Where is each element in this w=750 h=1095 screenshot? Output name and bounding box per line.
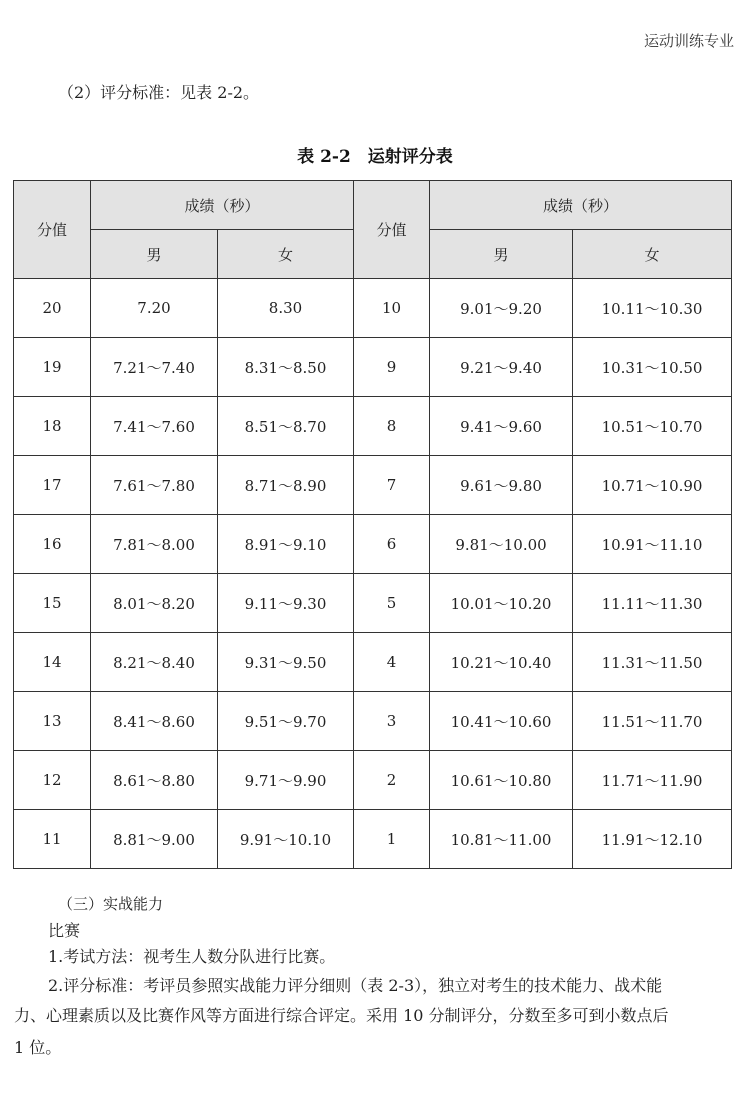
table-row bbox=[14, 338, 732, 397]
table-row bbox=[14, 515, 732, 574]
female-time-cell: 8.91～9.10 bbox=[218, 515, 354, 574]
header-male-left: 男 bbox=[91, 230, 218, 279]
female-time-cell: 11.11～11.30 bbox=[573, 574, 732, 633]
table-row bbox=[14, 397, 732, 456]
male-time-cell: 9.01～9.20 bbox=[430, 279, 573, 338]
female-time-cell: 8.71～8.90 bbox=[218, 456, 354, 515]
male-time-cell: 8.41～8.60 bbox=[91, 692, 218, 751]
female-time-cell: 11.31～11.50 bbox=[573, 633, 732, 692]
male-time-cell: 8.21～8.40 bbox=[91, 633, 218, 692]
female-time-cell: 9.91～10.10 bbox=[218, 810, 354, 869]
female-time-cell: 9.71～9.90 bbox=[218, 751, 354, 810]
female-time-cell: 8.30 bbox=[218, 279, 354, 338]
table-row bbox=[14, 574, 732, 633]
male-time-cell: 10.81～11.00 bbox=[430, 810, 573, 869]
male-time-cell: 8.81～9.00 bbox=[91, 810, 218, 869]
male-time-cell: 7.20 bbox=[91, 279, 218, 338]
score-cell: 11 bbox=[14, 810, 91, 869]
male-time-cell: 7.41～7.60 bbox=[91, 397, 218, 456]
score-cell: 6 bbox=[354, 515, 430, 574]
score-cell: 13 bbox=[14, 692, 91, 751]
score-cell: 7 bbox=[354, 456, 430, 515]
score-cell: 8 bbox=[354, 397, 430, 456]
male-time-cell: 10.41～10.60 bbox=[430, 692, 573, 751]
male-time-cell: 7.21～7.40 bbox=[91, 338, 218, 397]
score-cell: 3 bbox=[354, 692, 430, 751]
running-header: 运动训练专业 bbox=[643, 32, 734, 50]
female-time-cell: 10.71～10.90 bbox=[573, 456, 732, 515]
scoring-paragraph-line-1: 2.评分标准：考评员参照实战能力评分细则（表 2-3），独立对考生的技术能力、战术能 bbox=[48, 976, 663, 995]
score-cell: 10 bbox=[354, 279, 430, 338]
header-result-right: 成绩（秒） bbox=[430, 181, 732, 230]
female-time-cell: 10.91～11.10 bbox=[573, 515, 732, 574]
score-cell: 1 bbox=[354, 810, 430, 869]
table-row bbox=[14, 751, 732, 810]
exam-method-paragraph: 1.考试方法：视考生人数分队进行比赛。 bbox=[48, 947, 336, 966]
score-cell: 18 bbox=[14, 397, 91, 456]
scoring-paragraph-line-2: 力、心理素质以及比赛作风等方面进行综合评定。采用 10 分制评分，分数至多可到小数点后 bbox=[14, 1006, 669, 1025]
table-row bbox=[14, 633, 732, 692]
table-row bbox=[14, 692, 732, 751]
female-time-cell: 9.31～9.50 bbox=[218, 633, 354, 692]
score-cell: 2 bbox=[354, 751, 430, 810]
section-heading: （三）实战能力 bbox=[58, 895, 164, 913]
header-score-left: 分值 bbox=[14, 181, 91, 279]
score-cell: 15 bbox=[14, 574, 91, 633]
female-time-cell: 10.11～10.30 bbox=[573, 279, 732, 338]
table-row bbox=[14, 810, 732, 869]
male-time-cell: 9.41～9.60 bbox=[430, 397, 573, 456]
male-time-cell: 10.21～10.40 bbox=[430, 633, 573, 692]
male-time-cell: 9.61～9.80 bbox=[430, 456, 573, 515]
score-cell: 16 bbox=[14, 515, 91, 574]
table-row bbox=[14, 456, 732, 515]
header-male-right: 男 bbox=[430, 230, 573, 279]
male-time-cell: 10.61～10.80 bbox=[430, 751, 573, 810]
score-cell: 5 bbox=[354, 574, 430, 633]
score-cell: 12 bbox=[14, 751, 91, 810]
female-time-cell: 9.11～9.30 bbox=[218, 574, 354, 633]
table-row bbox=[14, 279, 732, 338]
header-result-left: 成绩（秒） bbox=[91, 181, 354, 230]
female-time-cell: 8.51～8.70 bbox=[218, 397, 354, 456]
score-cell: 4 bbox=[354, 633, 430, 692]
header-female-left: 女 bbox=[218, 230, 354, 279]
female-time-cell: 10.31～10.50 bbox=[573, 338, 732, 397]
header-score-right: 分值 bbox=[354, 181, 430, 279]
score-cell: 9 bbox=[354, 338, 430, 397]
male-time-cell: 8.01～8.20 bbox=[91, 574, 218, 633]
score-cell: 14 bbox=[14, 633, 91, 692]
female-time-cell: 11.51～11.70 bbox=[573, 692, 732, 751]
header-female-right: 女 bbox=[573, 230, 732, 279]
score-table bbox=[13, 180, 732, 869]
score-cell: 20 bbox=[14, 279, 91, 338]
female-time-cell: 9.51～9.70 bbox=[218, 692, 354, 751]
male-time-cell: 9.21～9.40 bbox=[430, 338, 573, 397]
female-time-cell: 8.31～8.50 bbox=[218, 338, 354, 397]
male-time-cell: 9.81～10.00 bbox=[430, 515, 573, 574]
male-time-cell: 10.01～10.20 bbox=[430, 574, 573, 633]
subsection-label: 比赛 bbox=[48, 921, 81, 940]
male-time-cell: 8.61～8.80 bbox=[91, 751, 218, 810]
scoring-paragraph-line-3: 1 位。 bbox=[14, 1038, 62, 1057]
table-caption: 表 2-2 运射评分表 bbox=[297, 147, 453, 167]
score-cell: 19 bbox=[14, 338, 91, 397]
female-time-cell: 11.71～11.90 bbox=[573, 751, 732, 810]
male-time-cell: 7.61～7.80 bbox=[91, 456, 218, 515]
scoring-standard-intro: （2）评分标准：见表 2-2。 bbox=[58, 83, 260, 102]
female-time-cell: 11.91～12.10 bbox=[573, 810, 732, 869]
score-cell: 17 bbox=[14, 456, 91, 515]
female-time-cell: 10.51～10.70 bbox=[573, 397, 732, 456]
male-time-cell: 7.81～8.00 bbox=[91, 515, 218, 574]
